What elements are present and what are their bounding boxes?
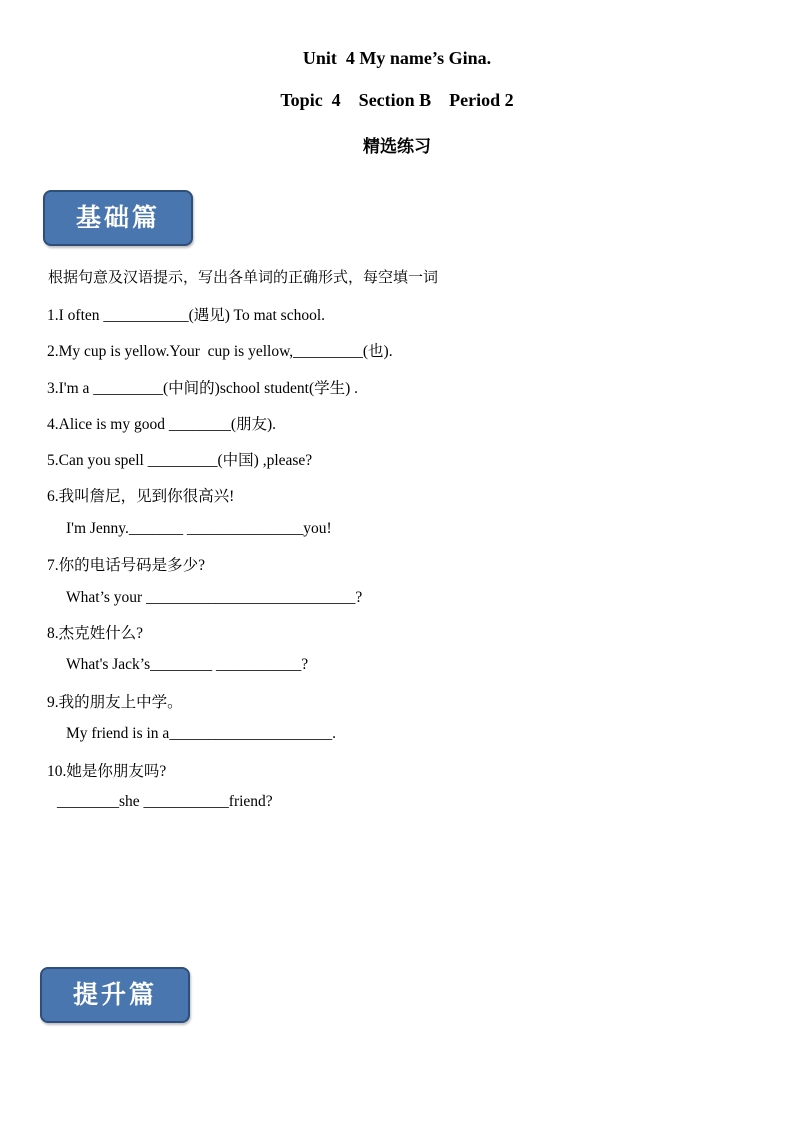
instructions: 根据句意及汉语提示，写出各单词的正确形式，每空填一词: [48, 268, 439, 286]
section-badge-advanced: 提升篇: [40, 967, 190, 1023]
question-6-answer-line: I'm Jenny._______ _______________you!: [66, 520, 332, 537]
question-1: 1.I often ___________(遇见) To mat school.: [47, 307, 326, 324]
question-9: 9.我的朋友上中学。: [47, 694, 183, 711]
question-9-answer-line: My friend is in a_____________________.: [66, 725, 336, 742]
question-10: 10.她是你朋友吗?: [47, 763, 167, 780]
page-subtitle: 精选练习: [363, 137, 431, 157]
question-7: 7.你的电话号码是多少?: [47, 557, 206, 574]
question-2: 2.My cup is yellow.Your cup is yellow,_________(也).: [47, 343, 393, 360]
question-3: 3.I'm a _________(中间的)school student(学生) .: [47, 380, 359, 397]
question-10-answer-line: ________she ___________friend?: [57, 793, 273, 810]
question-7-answer-line: What’s your ___________________________?: [66, 589, 363, 606]
question-6: 6.我叫詹尼，见到你很高兴!: [47, 488, 235, 505]
question-8: 8.杰克姓什么?: [47, 625, 144, 642]
section-badge-basic: 基础篇: [43, 190, 193, 246]
question-4: 4.Alice is my good ________(朋友).: [47, 416, 277, 433]
question-5: 5.Can you spell _________(中国) ,please?: [47, 452, 313, 469]
topic-line: Topic 4 Section B Period 2: [280, 90, 514, 110]
unit-title: Unit 4 My name’s Gina.: [302, 48, 492, 68]
question-8-answer-line: What's Jack’s________ ___________?: [66, 656, 309, 673]
